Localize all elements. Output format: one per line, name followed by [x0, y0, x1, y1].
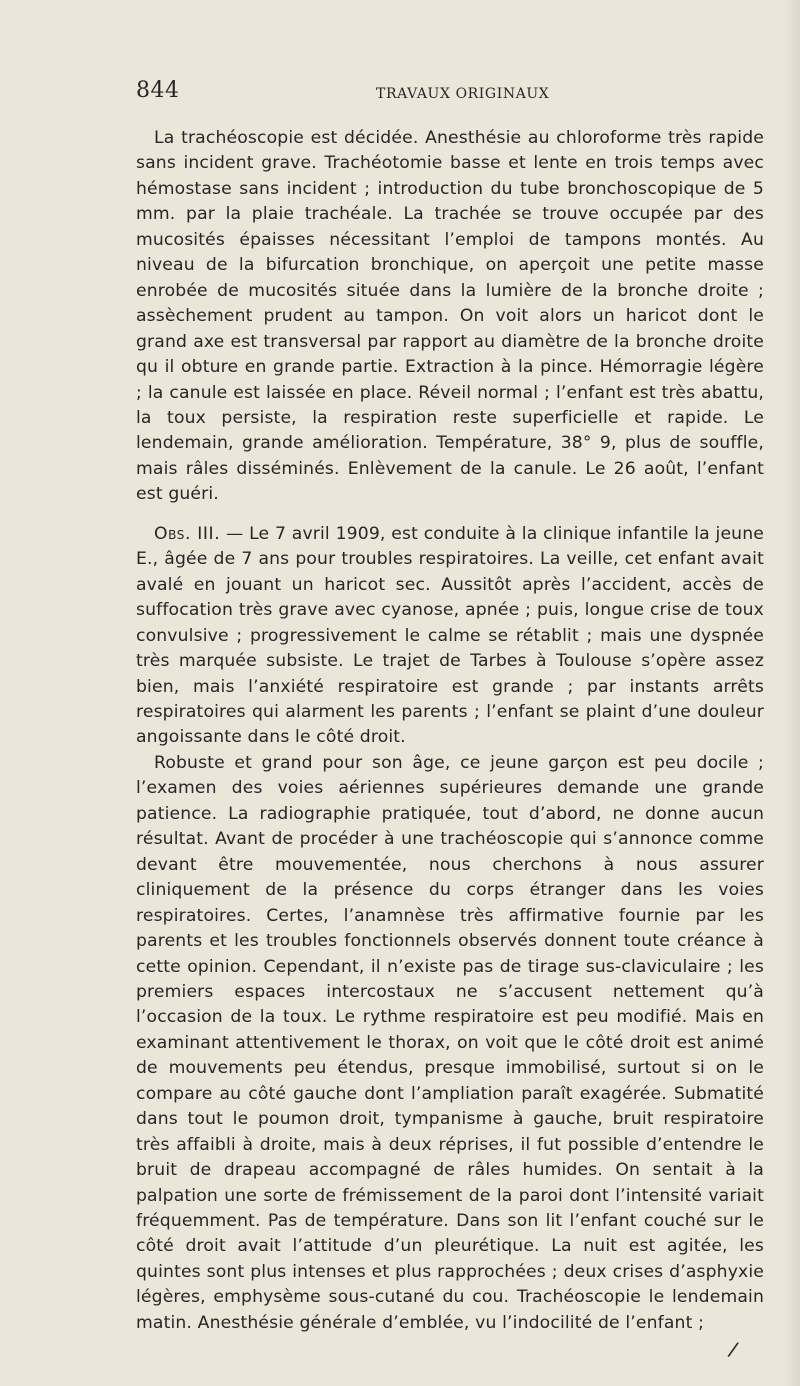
body-text	[136, 126, 764, 1336]
paragraph-tracheoscopy: La trachéoscopie est décidée. Anesthésie au chloroforme très rapide sans incident grave. Trachéotomie basse et lente en trois temps avec hémostase sans incident ; introduction du tube bronchoscopique de 5 mm. par la plaie trachéale. La trachée se trouve occupée par des mucosités épaisses nécessitant l’emploi de tampons montés. Au niveau de la bifurcation bronchique, on aperçoit une petite masse enrobée de mucosités située dans la lumière de la bronche droite ; assèchement prudent au tampon. On voit alors un haricot dont le grand axe est transversal par rapport au diamètre de la bronche droite qu il obture en grande partie. Extraction à la pince. Hémorragie légère ; la canule est laissée en place. Réveil normal ; l’enfant est très abattu, la toux persiste, la respiration reste superficielle et rapide. Le lendemain, grande amélioration. Température, 38° 9, plus de souffle, mais râles disséminés. Enlèvement de la canule. Le 26 août, l’enfant est guéri.	[136, 128, 764, 505]
page-header	[0, 78, 800, 108]
stray-pen-mark: /	[726, 1336, 741, 1362]
observation-text: — Le 7 avril 1909, est conduite à la clinique infantile la jeune E., âgée de 7 ans pour troubles respiratoires. La veille, cet enfant avait avalé en jouant un haricot sec. Aussitôt après l’accident, accès de suffocation très grave avec cyanose, apnée ; puis, longue crise de toux convulsive ; progressivement le calme se rétablit ; mais une dyspnée très marquée subsiste. Le trajet de Tarbes à Toulouse s’opère assez bien, mais l’anxiété respiratoire est grande ; par instants arrêts respiratoires qui alarment les parents ; l’enfant se plaint d’une douleur angoissante dans le côté droit.	[136, 523, 764, 748]
observation-label: Obs. III.	[154, 523, 221, 544]
paragraph-examination: Robuste et grand pour son âge, ce jeune garçon est peu docile ; l’examen des voies aériennes supérieures demande une grande patience. La radiographie pratiquée, tout d’abord, ne donne aucun résultat. Avant de procéder à une trachéoscopie qui s’annonce comme devant être mouvementée, nous cherchons à nous assurer cliniquement de la présence du corps étranger dans les voies respiratoires. Certes, l’anamnèse très affirmative fournie par les parents et les troubles fonctionnels observés donnent toute créance à cette opinion. Cependant, il n’existe pas de tirage sus-claviculaire ; les premiers espaces intercostaux ne s’accusent nettement qu’à l’occasion de la toux. Le rythme respiratoire est peu modifié. Mais en examinant attentivement le thorax, on voit que le côté droit est animé de mouvements peu étendus, presque immobilisé, surtout si on le compare au côté gauche dont l’ampliation paraît exagérée. Submatité dans tout le poumon droit, tympanisme à gauche, bruit respiratoire très affaibli à droite, mais à deux réprises, il fut possible d’entendre le bruit de drapeau accompagné de râles humides. On sentait à la palpation une sorte de frémissement de la paroi dont l’intensité variait fréquemment. Pas de température. Dans son lit l’enfant couché sur le côté droit avait l’attitude d’un pleurétique. La nuit est agitée, les quintes sont plus intenses et plus rapprochées ; deux crises d’asphyxie légères, emphysème sous-cutané du cou. Trachéoscopie le lendemain matin. Anesthésie générale d’emblée, vu l’indocilité de l’enfant ;	[136, 752, 764, 1333]
page-edge-shadow	[784, 0, 800, 1386]
paragraph-observation-3	[136, 522, 764, 751]
running-title: TRAVAUX ORIGINAUX	[376, 86, 550, 102]
page-number: 844	[136, 78, 180, 103]
